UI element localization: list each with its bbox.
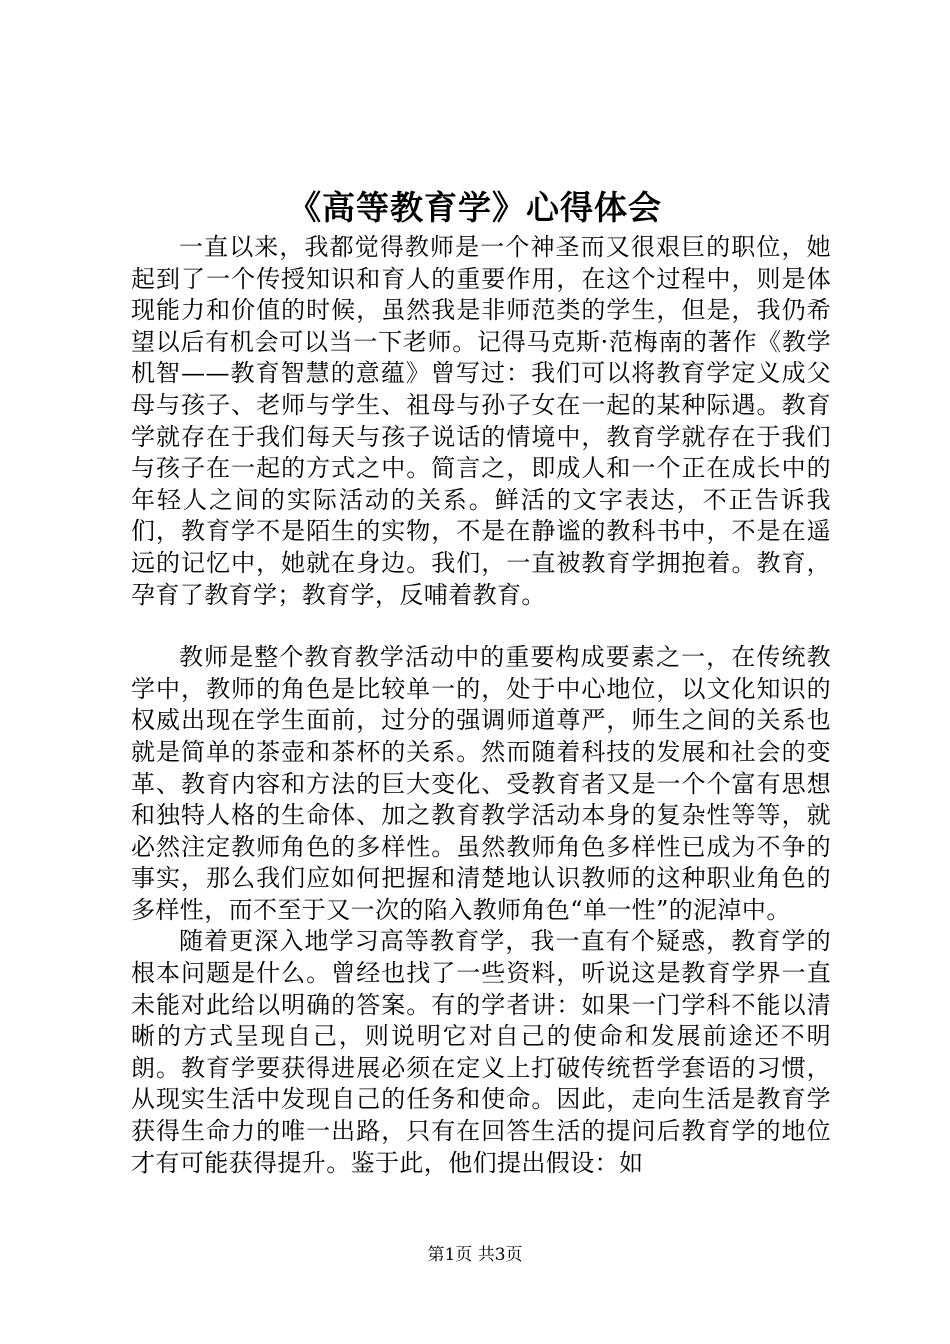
page-number-footer: 第1页 共3页 (427, 1245, 523, 1265)
paragraph-1: 一直以来，我都觉得教师是一个神圣而又很艰巨的职位，她起到了一个传授知识和育人的重要作用，在这个过程中，则是体现能力和价值的时候，虽然我是非师范类的学生，但是，我仍希望以后有机会可以当一下老师。记得马克斯·范梅南的著作《教学机智——教育智慧的意蕴》曾写过：我们可以将教育学定义成父母与孩子、老师与学生、祖母与孙子女在一起的某种际遇。教育学就存在于我们每天与孩子说话的情境中，教育学就存在于我们与孩子在一起的方式之中。简言之，即成人和一个正在成长中的年轻人之间的实际活动的关系。鲜活的文字表达，不正告诉我们，教育学不是陌生的实物，不是在静谧的教科书中，不是在遥远的记忆中，她就在身边。我们，一直被教育学拥抱着。教育，孕育了教育学；教育学，反哺着教育。 (131, 233, 831, 609)
paragraph-2: 教师是整个教育教学活动中的重要构成要素之一，在传统教学中，教师的角色是比较单一的，处于中心地位，以文化知识的权威出现在学生面前，过分的强调师道尊严，师生之间的关系也就是简单的茶壶和茶杯的关系。然而随着科技的发展和社会的变革、教育内容和方法的巨大变化、受教育者又是一个个富有思想和独特人格的生命体、加之教育教学活动本身的复杂性等等，就必然注定教师角色的多样性。虽然教师角色多样性已成为不争的事实，那么我们应如何把握和清楚地认识教师的这种职业角色的多样性，而不至于又一次的陷入教师角色“单一性”的泥淖中。 (131, 643, 831, 924)
document-body (131, 232, 831, 1179)
document-title: 《高等教育学》心得体会 (288, 188, 662, 227)
paragraph-3: 随着更深入地学习高等教育学，我一直有个疑惑，教育学的根本问题是什么。曾经也找了一些资料，听说这是教育学界一直未能对此给以明确的答案。有的学者讲：如果一门学科不能以清晰的方式呈现自己，则说明它对自己的使命和发展前途还不明朗。教育学要获得进展必须在定义上打破传统哲学套语的习惯，从现实生活中发现自己的任务和使命。因此，走向生活是教育学获得生命力的唯一出路，只有在回答生活的提问后教育学的地位才有可能获得提升。鉴于此，他们提出假设：如 (131, 927, 831, 1177)
